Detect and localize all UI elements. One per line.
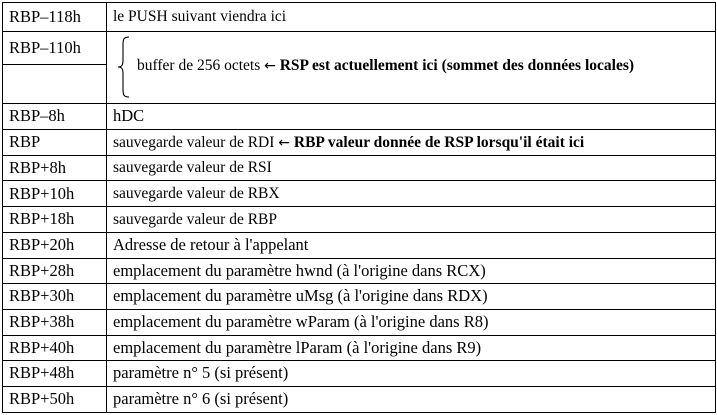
address-cell: RBP+20h [3,232,107,258]
rbp-note: RBP valeur donnée de RSP lorsqu'il était ici [293,133,585,151]
address-cell: RBP–110h [3,32,107,65]
address-cell: RBP+38h [3,309,107,335]
description-cell: emplacement du paramètre hwnd (à l'origine dans RCX) [107,258,716,284]
address-cell: RBP+28h [3,258,107,284]
address-cell: RBP+40h [3,335,107,361]
table-row [3,361,716,387]
address-cell: RBP–8h [3,104,107,130]
description-cell [107,32,716,104]
address-cell: RBP+48h [3,361,107,387]
address-cell: RBP+30h [3,284,107,310]
description-cell: paramètre n° 5 (si présent) [107,361,716,387]
stack-frame-table [2,2,716,413]
table-row [3,335,716,361]
address-cell: RBP–118h [3,3,107,32]
table-row [3,387,716,413]
table-row [3,309,716,335]
description-cell: sauvegarde valeur de RSI [107,155,716,181]
table-row [3,130,716,156]
address-cell: RBP [3,130,107,156]
table-row [3,258,716,284]
empty-address-cell [3,65,107,104]
curly-brace-icon [115,36,137,98]
description-cell: emplacement du paramètre uMsg (à l'origine dans RDX) [107,284,716,310]
description-cell: hDC [107,104,716,130]
buffer-description [137,58,634,74]
table-row [3,232,716,258]
table-row [3,207,716,233]
description-cell: le PUSH suivant viendra ici [107,3,716,32]
table-row [3,155,716,181]
rdi-label: sauvegarde valeur de RDI [113,133,275,151]
left-arrow-icon: ← [264,58,276,75]
description-cell: sauvegarde valeur de RBX [107,181,716,207]
table-row [3,104,716,130]
table-row [3,32,716,65]
description-cell: emplacement du paramètre lParam (à l'origine dans R9) [107,335,716,361]
table-row [3,181,716,207]
description-cell: Adresse de retour à l'appelant [107,232,716,258]
address-cell: RBP+8h [3,155,107,181]
table-row [3,284,716,310]
rsp-note: RSP est actuellement ici (sommet des données locales) [279,57,635,75]
address-cell: RBP+50h [3,387,107,413]
description-cell [107,130,716,156]
buffer-label: buffer de 256 octets [137,57,261,75]
description-cell: emplacement du paramètre wParam (à l'origine dans R8) [107,309,716,335]
address-cell: RBP+10h [3,181,107,207]
left-arrow-icon: ← [278,134,290,151]
description-cell: paramètre n° 6 (si présent) [107,387,716,413]
address-cell: RBP+18h [3,207,107,233]
table-row [3,3,716,32]
description-cell: sauvegarde valeur de RBP [107,207,716,233]
